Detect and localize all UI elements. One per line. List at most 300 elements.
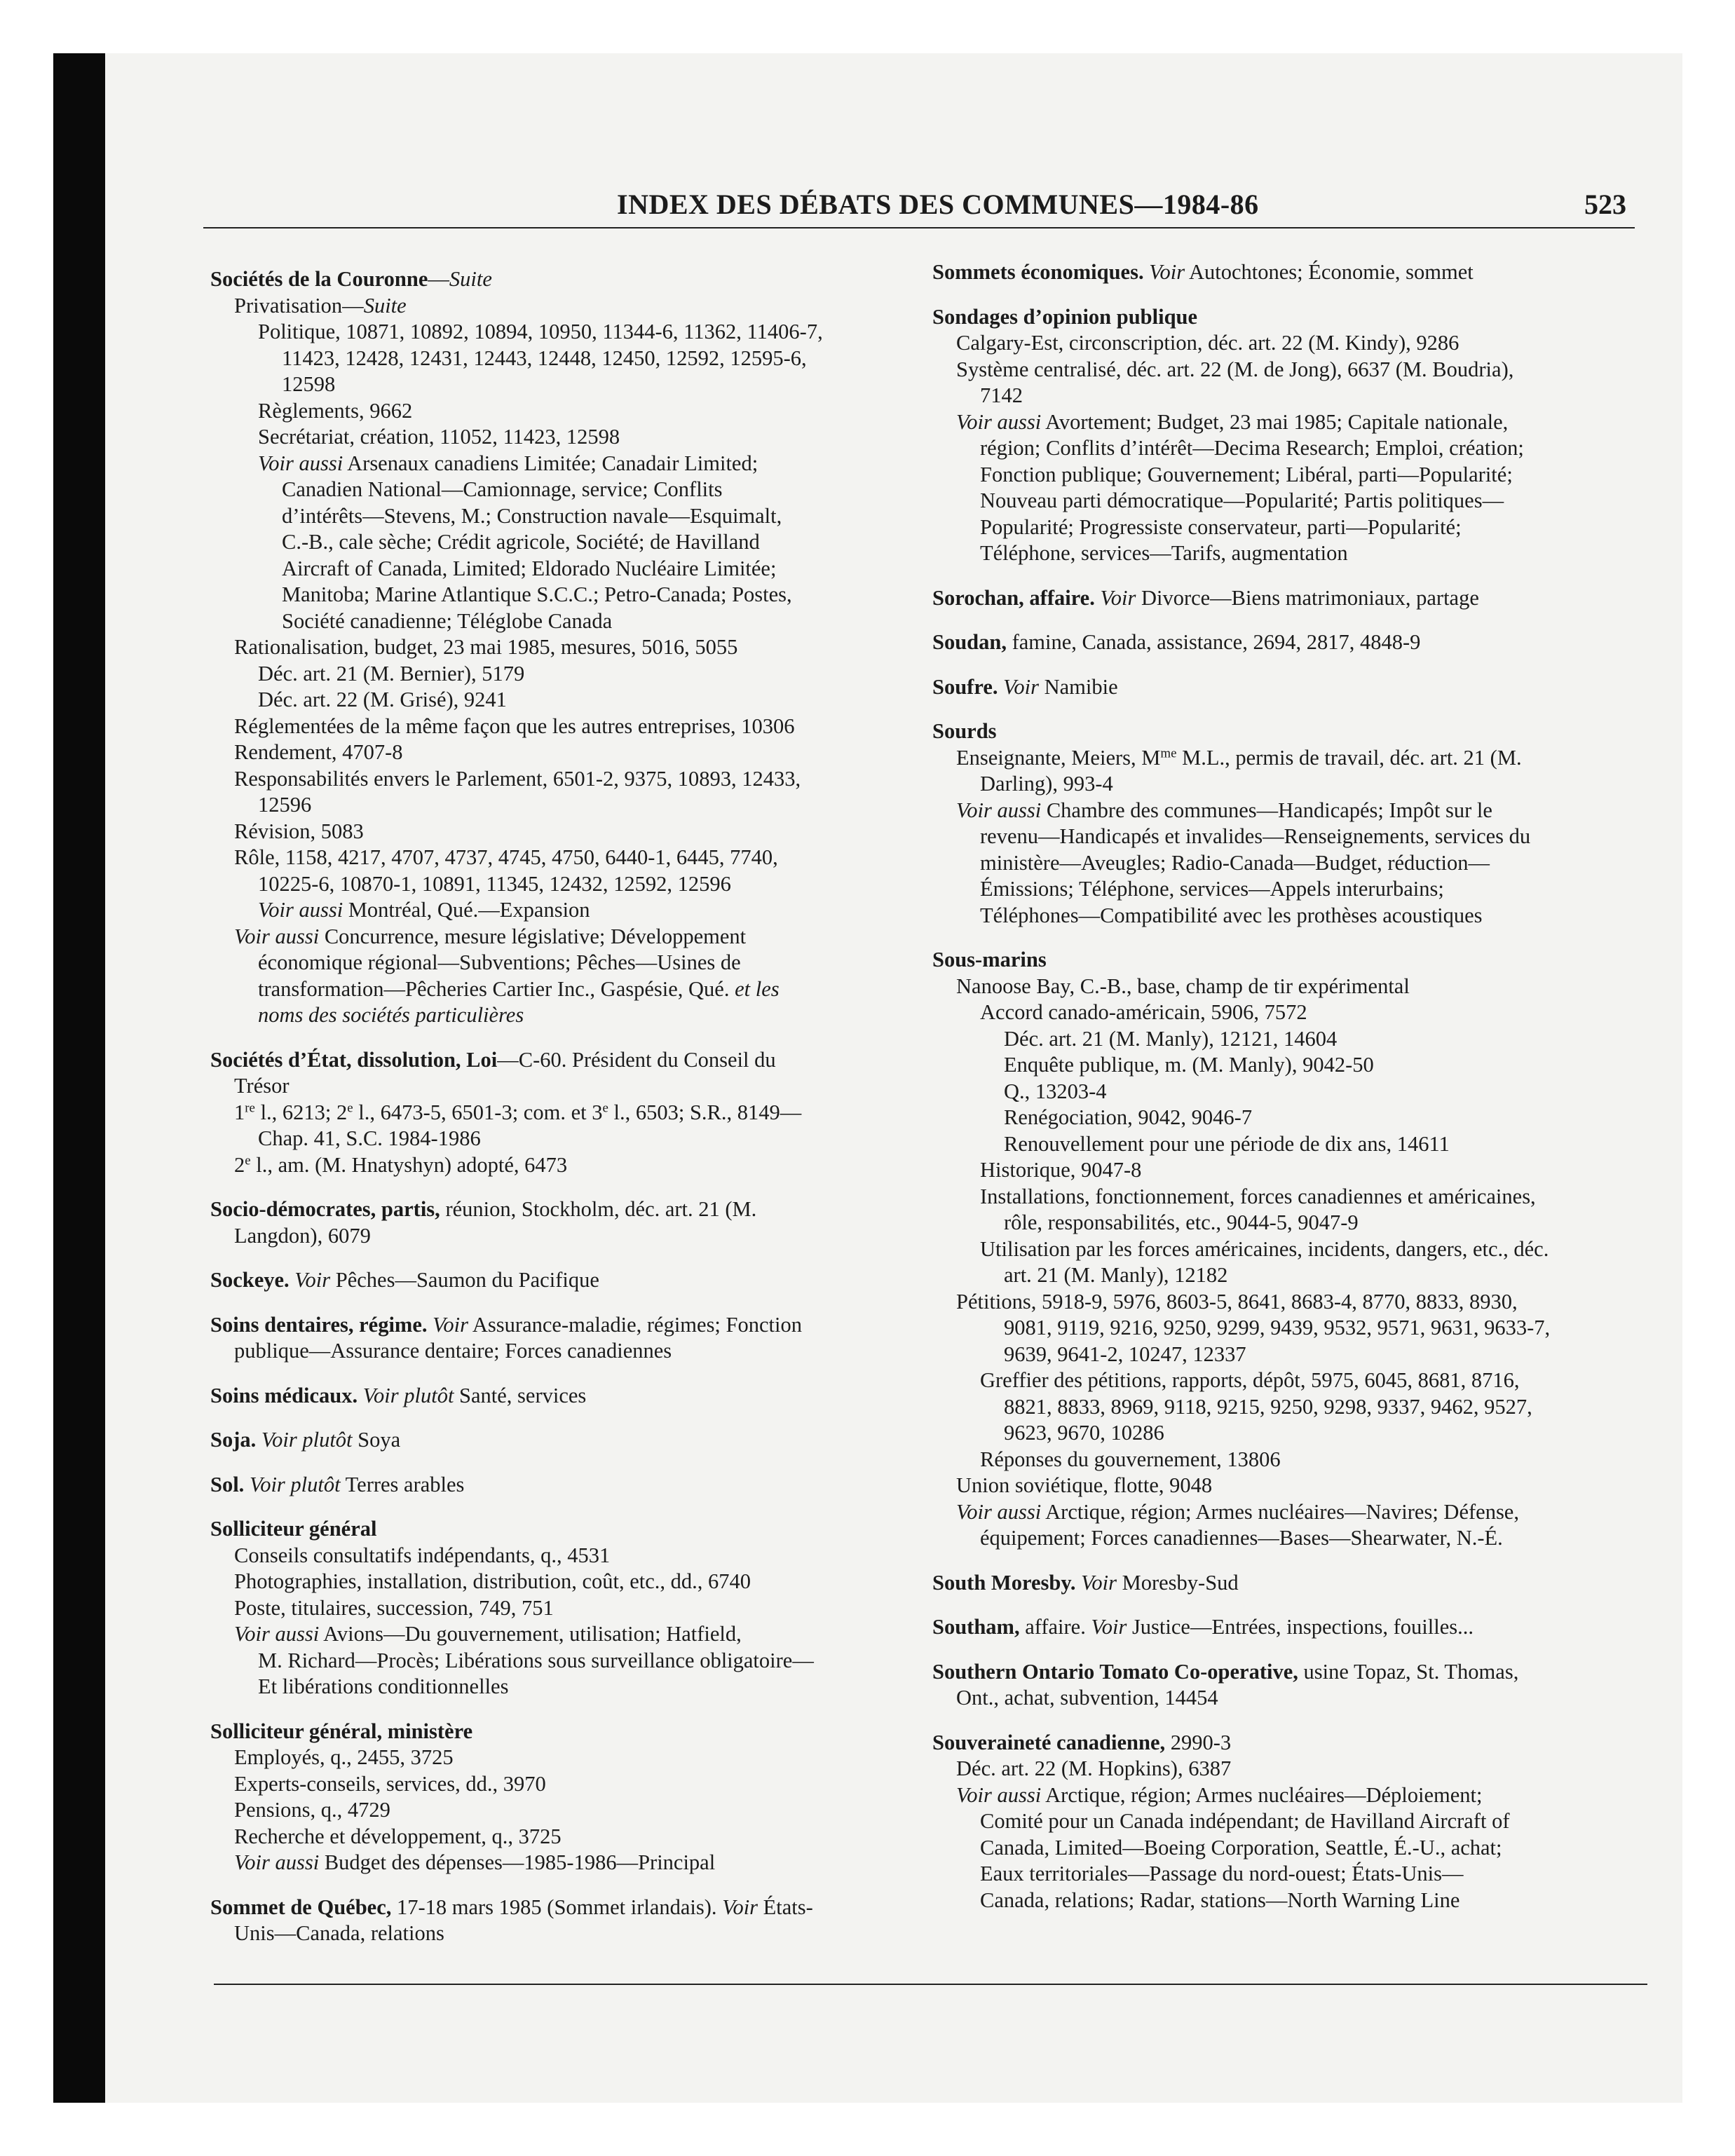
- entry-subline: [210, 1920, 911, 1947]
- entry-text: M.L., permis de travail, déc. art. 21 (M.: [1176, 745, 1522, 770]
- entry-term: Soins dentaires, régime.: [210, 1312, 428, 1337]
- index-entry: [932, 674, 1647, 701]
- entry-subline: [210, 1674, 911, 1700]
- entry-text: l., 6503; S.R., 8149—: [608, 1100, 802, 1124]
- entry-text: Historique, 9047-8: [980, 1158, 1142, 1182]
- entry-text: Moresby-Sud: [1116, 1570, 1239, 1595]
- entry-subline: [932, 1236, 1647, 1263]
- entry-subline: [932, 1473, 1647, 1499]
- cross-reference-label: Voir: [433, 1312, 468, 1337]
- entry-term: Sous-marins: [932, 948, 1047, 971]
- entry-subline: [210, 924, 911, 950]
- entry-subline: [932, 1079, 1647, 1105]
- entry-text: Photographies, installation, distribution, coût, etc., dd., 6740: [234, 1569, 751, 1593]
- index-entry: [932, 585, 1647, 612]
- entry-subline: [210, 950, 911, 976]
- entry-heading-line: [210, 1312, 911, 1339]
- cross-reference-label: Voir aussi: [234, 1622, 320, 1646]
- entry-text: Utilisation par les forces américaines, incidents, dangers, etc., déc.: [980, 1236, 1549, 1261]
- entry-text: Règlements, 9662: [258, 398, 413, 423]
- entry-term: Souveraineté canadienne,: [932, 1730, 1166, 1754]
- entry-text: Renouvellement pour une période de dix ans, 14611: [1004, 1131, 1450, 1156]
- entry-text: économique régional—Subventions; Pêches—Usines de: [258, 950, 741, 974]
- entry-text: 2990-3: [1165, 1730, 1232, 1754]
- entry-subline: [932, 1756, 1647, 1782]
- entry-subline: [210, 1850, 911, 1876]
- entry-text: Autochtones; Économie, sommet: [1185, 260, 1474, 284]
- entry-text: Pensions, q., 4729: [234, 1798, 390, 1822]
- footer-rule: [214, 1984, 1647, 1985]
- entry-subline: [932, 1131, 1647, 1158]
- cross-reference-label: Voir aussi: [956, 1782, 1042, 1807]
- entry-subline: [932, 462, 1647, 489]
- entry-text: 17-18 mars 1985 (Sommet irlandais).: [391, 1895, 723, 1919]
- index-entry: [210, 1383, 911, 1410]
- entry-heading-line: [210, 1516, 911, 1543]
- entry-subline: [932, 409, 1647, 436]
- page-title: INDEX DES DÉBATS DES COMMUNES—1984-86: [617, 189, 1259, 220]
- cross-reference-label: Voir aussi: [234, 1850, 320, 1874]
- entry-term: Southern Ontario Tomato Co-operative,: [932, 1659, 1298, 1684]
- entry-text: Montréal, Qué.—Expansion: [343, 898, 590, 922]
- entry-term: Solliciteur général, ministère: [210, 1719, 473, 1743]
- entry-text: Trésor: [234, 1074, 290, 1098]
- superscript: e: [347, 1100, 353, 1116]
- entry-text: Enquête publique, m. (M. Manly), 9042-50: [1004, 1053, 1374, 1077]
- entry-text: Déc. art. 21 (M. Bernier), 5179: [258, 661, 525, 685]
- entry-subline: [932, 1499, 1647, 1526]
- entry-text: C.-B., cale sèche; Crédit agricole, Société; de Havilland: [282, 530, 760, 554]
- entry-text: [428, 1313, 433, 1337]
- entry-subline: [210, 792, 911, 819]
- entry-text: 9081, 9119, 9216, 9250, 9299, 9439, 9532, 9571, 9631, 9633-7,: [1004, 1316, 1551, 1339]
- entry-subline: [932, 1525, 1647, 1552]
- cross-reference-label: Voir aussi: [956, 1499, 1042, 1524]
- entry-text: Enseignante, Meiers, M: [956, 745, 1161, 770]
- entry-text: Révision, 5083: [234, 819, 364, 843]
- entry-subline: [210, 1100, 911, 1126]
- entry-subline: [932, 1782, 1647, 1809]
- entry-text: Calgary-Est, circonscription, déc. art. 22 (M. Kindy), 9286: [956, 331, 1460, 355]
- entry-subline: [210, 1648, 911, 1674]
- entry-heading-line: [932, 674, 1647, 701]
- entry-text: Conseils consultatifs indépendants, q., 4531: [234, 1543, 611, 1567]
- entry-text: art. 21 (M. Manly), 12182: [1004, 1263, 1228, 1287]
- entry-text: [358, 1384, 363, 1407]
- entry-subline: [210, 1824, 911, 1850]
- entry-subline: [932, 903, 1647, 929]
- entry-text: l., 6213; 2: [254, 1100, 348, 1124]
- entry-heading-line: [210, 1427, 911, 1454]
- cross-reference-label: Voir: [1091, 1615, 1127, 1639]
- entry-subline: [932, 824, 1647, 850]
- index-entry: [932, 1659, 1647, 1712]
- page-number: 523: [1584, 189, 1626, 220]
- entry-heading-line: [932, 259, 1647, 286]
- index-entry: [210, 1895, 911, 1947]
- entry-subline: [932, 1861, 1647, 1888]
- cross-reference-label: Voir plutôt: [362, 1383, 454, 1407]
- entry-text: Manitoba; Marine Atlantique S.C.C.; Petro-Canada; Postes,: [282, 582, 792, 606]
- entry-text: publique—Assurance dentaire; Forces canadiennes: [234, 1339, 672, 1363]
- cross-reference-label: Voir plutôt: [261, 1428, 353, 1452]
- entry-text: 7142: [980, 383, 1023, 407]
- entry-subline: [932, 1367, 1647, 1394]
- entry-term: Socio-démocrates, partis,: [210, 1197, 440, 1221]
- index-entry: [932, 1614, 1647, 1641]
- entry-heading-line: [210, 1895, 911, 1921]
- entry-text: M. Richard—Procès; Libérations sous surveillance obligatoire—: [258, 1648, 814, 1672]
- index-entry: [210, 1267, 911, 1294]
- entry-text: 2: [234, 1152, 245, 1177]
- entry-text: Et libérations conditionnelles: [258, 1674, 509, 1698]
- entry-subline: [932, 1420, 1647, 1447]
- entry-text: —: [428, 267, 449, 291]
- entry-text: [998, 675, 1003, 699]
- entry-text: Chap. 41, S.C. 1984-1986: [258, 1126, 481, 1150]
- cross-reference-label: Voir aussi: [234, 924, 320, 948]
- entry-term: Sociétés de la Couronne: [210, 267, 428, 291]
- entry-heading-line: [210, 1383, 911, 1410]
- entry-text: Réglementées de la même façon que les autres entreprises, 10306: [234, 714, 795, 738]
- index-entry: [932, 947, 1647, 1552]
- entry-subline: [932, 771, 1647, 798]
- entry-subline: [210, 1745, 911, 1771]
- entry-subline: [932, 1262, 1647, 1289]
- entry-text: Greffier des pétitions, rapports, dépôt, 5975, 6045, 8681, 8716,: [980, 1368, 1520, 1392]
- cross-reference-label: Voir: [1149, 260, 1185, 284]
- entry-text: Renégociation, 9042, 9046-7: [1004, 1105, 1253, 1129]
- index-entry: [210, 1516, 911, 1700]
- entry-subline: [932, 1315, 1647, 1342]
- entry-subline: [210, 293, 911, 320]
- entry-text: d’intérêts—Stevens, M.; Construction navale—Esquimalt,: [282, 503, 782, 528]
- entry-subline: [932, 1105, 1647, 1131]
- entry-text: Avions—Du gouvernement, utilisation; Hatfield,: [319, 1622, 742, 1646]
- entry-term: Sociétés d’État, dissolution, Loi: [210, 1047, 498, 1072]
- entry-subline: [210, 871, 911, 898]
- entry-subline: [210, 398, 911, 425]
- entry-subline: [932, 540, 1647, 567]
- entry-text: Pétitions, 5918-9, 5976, 8603-5, 8641, 8683-4, 8770, 8833, 8930,: [956, 1289, 1518, 1314]
- entry-subline: [932, 1808, 1647, 1835]
- entry-subline: [210, 477, 911, 503]
- index-entry: [932, 1570, 1647, 1597]
- entry-text: Avortement; Budget, 23 mai 1985; Capitale nationale,: [1041, 409, 1509, 434]
- entry-text: Rôle, 1158, 4217, 4707, 4737, 4745, 4750, 6440-1, 6445, 7740,: [234, 845, 778, 869]
- entry-term: Sondages d’opinion publique: [932, 304, 1198, 329]
- entry-subline: [210, 897, 911, 924]
- entry-heading-line: [210, 1196, 911, 1223]
- entry-text: 9623, 9670, 10286: [1004, 1421, 1164, 1445]
- entry-text: Budget des dépenses—1985-1986—Principal: [319, 1850, 716, 1874]
- entry-text: États-: [758, 1895, 813, 1919]
- cross-reference-label: Voir: [1003, 674, 1039, 699]
- index-entry: [210, 1427, 911, 1454]
- entry-subline: [210, 739, 911, 766]
- entry-text: Q., 13203-4: [1004, 1079, 1107, 1103]
- entry-subline: [932, 798, 1647, 824]
- entry-text: Déc. art. 22 (M. Grisé), 9241: [258, 688, 507, 711]
- entry-text: Terres arables: [340, 1472, 465, 1496]
- entry-heading-line: [210, 1719, 911, 1745]
- cross-reference-label: Voir: [1081, 1570, 1117, 1595]
- entry-text: réunion, Stockholm, déc. art. 21 (M.: [440, 1197, 757, 1221]
- entry-text: Responsabilités envers le Parlement, 6501-2, 9375, 10893, 12433,: [234, 766, 801, 791]
- entry-subline: [210, 687, 911, 714]
- entry-heading-line: [932, 1614, 1647, 1641]
- entry-term: Southam,: [932, 1615, 1020, 1639]
- entry-heading-line: [932, 1570, 1647, 1597]
- entry-heading-line: [932, 1730, 1647, 1756]
- entry-text: région; Conflits d’intérêt—Decima Research; Emploi, création;: [980, 436, 1524, 460]
- index-entry: [932, 259, 1647, 286]
- superscript: e: [602, 1100, 608, 1116]
- entry-subline: [210, 1002, 911, 1029]
- entry-text: revenu—Handicapés et invalides—Renseignements, services du: [980, 824, 1531, 848]
- cross-reference-label: Voir: [1100, 585, 1136, 610]
- entry-subline: [932, 876, 1647, 903]
- entry-heading-line: [932, 629, 1647, 656]
- entry-subline: [932, 974, 1647, 1000]
- entry-subline: [932, 1342, 1647, 1368]
- entry-subline: [210, 451, 911, 477]
- entry-subline: [932, 1835, 1647, 1862]
- entry-subline: [932, 999, 1647, 1026]
- entry-text: Santé, services: [454, 1383, 587, 1407]
- entry-text: Déc. art. 22 (M. Hopkins), 6387: [956, 1756, 1232, 1780]
- entry-subline: [932, 1888, 1647, 1914]
- entry-subline: [210, 766, 911, 793]
- entry-subline: [932, 1289, 1647, 1316]
- entry-term: Sourds: [932, 719, 997, 743]
- entry-text: l., 6473-5, 6501-3; com. et 3: [353, 1100, 603, 1124]
- entry-text: Soya: [352, 1428, 401, 1452]
- entry-heading-line: [210, 1472, 911, 1499]
- entry-subline: [210, 714, 911, 740]
- entry-text: Aircraft of Canada, Limited; Eldorado Nucléaire Limitée;: [282, 556, 777, 580]
- entry-text: Privatisation—: [234, 293, 364, 318]
- entry-text: Nouveau parti démocratique—Popularité; Partis politiques—: [980, 489, 1504, 512]
- index-entry: [210, 1047, 911, 1179]
- entry-text: Installations, fonctionnement, forces canadiennes et américaines,: [980, 1184, 1536, 1208]
- entry-text: Arctique, région; Armes nucléaires—Déploiement;: [1041, 1782, 1483, 1807]
- entry-text: usine Topaz, St. Thomas,: [1298, 1659, 1519, 1684]
- entry-text: Employés, q., 2455, 3725: [234, 1745, 454, 1769]
- header-rule: [203, 227, 1635, 228]
- entry-text: 11423, 12428, 12431, 12443, 12448, 12450, 12592, 12595-6,: [282, 346, 807, 370]
- entry-subline: [210, 529, 911, 556]
- index-entry: [210, 1196, 911, 1249]
- entry-subline: [210, 634, 911, 661]
- entry-subline: [932, 745, 1647, 772]
- entry-text: rôle, responsabilités, etc., 9044-5, 9047-9: [1004, 1210, 1359, 1234]
- superscript: me: [1160, 746, 1177, 761]
- entry-subline: [932, 1157, 1647, 1184]
- entry-subline: [932, 1184, 1647, 1210]
- entry-text: 8821, 8833, 8969, 9118, 9215, 9250, 9298, 9337, 9462, 9527,: [1004, 1394, 1532, 1419]
- entry-subline: [210, 503, 911, 530]
- entry-term: Soins médicaux.: [210, 1383, 358, 1407]
- entry-text: Déc. art. 21 (M. Manly), 12121, 14604: [1004, 1026, 1338, 1051]
- entry-text: Divorce—Biens matrimoniaux, partage: [1136, 585, 1479, 610]
- cross-reference-label: noms des sociétés particulières: [258, 1003, 524, 1027]
- cross-reference-label: Voir plutôt: [249, 1472, 341, 1496]
- entry-text: Rationalisation, budget, 23 mai 1985, mesures, 5016, 5055: [234, 635, 738, 659]
- entry-text: [1076, 1571, 1082, 1595]
- entry-text: Langdon), 6079: [234, 1223, 371, 1248]
- index-column-left: [210, 266, 911, 1947]
- entry-subline: [932, 1447, 1647, 1473]
- index-entry: [210, 1312, 911, 1365]
- entry-term: Sockeye.: [210, 1268, 290, 1292]
- entry-term: Solliciteur général: [210, 1517, 377, 1541]
- entry-subline: [932, 1685, 1647, 1712]
- cross-reference-label: Voir aussi: [258, 898, 343, 922]
- entry-text: équipement; Forces canadiennes—Bases—Shearwater, N.-É.: [980, 1526, 1503, 1550]
- entry-text: 10225-6, 10870-1, 10891, 11345, 12432, 12592, 12596: [258, 871, 731, 896]
- entry-text: Fonction publique; Gouvernement; Libéral, parti—Popularité;: [980, 462, 1513, 486]
- entry-subline: [210, 346, 911, 372]
- entry-text: 9639, 9641-2, 10247, 12337: [1004, 1342, 1246, 1366]
- entry-text: Unis—Canada, relations: [234, 1921, 444, 1945]
- entry-subline: [210, 424, 911, 451]
- entry-subline: [210, 1569, 911, 1595]
- entry-subline: [210, 1152, 911, 1179]
- entry-text: Canada, relations; Radar, stations—North Warning Line: [980, 1888, 1460, 1912]
- entry-text: Émissions; Téléphone, services—Appels interurbains;: [980, 877, 1444, 901]
- entry-text: Téléphones—Compatibilité avec les prothèses acoustiques: [980, 903, 1483, 927]
- entry-subline: [210, 1073, 911, 1100]
- entry-text: Canada, Limited—Boeing Corporation, Seattle, É.-U., achat;: [980, 1835, 1502, 1860]
- entry-text: Recherche et développement, q., 3725: [234, 1824, 562, 1848]
- entry-text: Experts-conseils, services, dd., 3970: [234, 1771, 546, 1796]
- entry-term: Sorochan, affaire.: [932, 585, 1095, 610]
- entry-text: Réponses du gouvernement, 13806: [980, 1447, 1281, 1471]
- entry-subline: [932, 850, 1647, 877]
- index-entry: [210, 1719, 911, 1876]
- entry-heading-line: [932, 304, 1647, 331]
- entry-subline: [932, 435, 1647, 462]
- entry-subline: [210, 1595, 911, 1622]
- entry-text: Chambre des communes—Handicapés; Impôt sur le: [1041, 798, 1492, 822]
- entry-term: Soja.: [210, 1428, 257, 1452]
- entry-subline: [210, 819, 911, 845]
- entry-text: Secrétariat, création, 11052, 11423, 12598: [258, 425, 620, 449]
- entry-text: Justice—Entrées, inspections, fouilles...: [1127, 1615, 1474, 1639]
- entry-subline: [210, 608, 911, 635]
- entry-text: Société canadienne; Téléglobe Canada: [282, 608, 613, 633]
- entry-heading-line: [932, 718, 1647, 745]
- entry-subline: [210, 1126, 911, 1152]
- entry-subline: [210, 319, 911, 346]
- entry-heading-line: [210, 1047, 911, 1074]
- entry-subline: [210, 582, 911, 608]
- entry-subline: [932, 330, 1647, 357]
- entry-subline: [210, 1338, 911, 1365]
- cross-reference-label: Voir aussi: [956, 409, 1042, 434]
- entry-text: Canadien National—Camionnage, service; Conflits: [282, 477, 723, 501]
- entry-text: Pêches—Saumon du Pacifique: [330, 1268, 599, 1292]
- entry-subline: [932, 1210, 1647, 1236]
- entry-subline: [932, 1052, 1647, 1079]
- entry-text: Arctique, région; Armes nucléaires—Navires; Défense,: [1041, 1499, 1519, 1524]
- entry-text: [256, 1428, 261, 1452]
- index-entry: [932, 718, 1647, 929]
- entry-term: Sommets économiques.: [932, 260, 1144, 284]
- entry-heading-line: [210, 266, 911, 293]
- index-entry: [932, 629, 1647, 656]
- entry-term: Soudan,: [932, 630, 1007, 654]
- index-column-right: [932, 259, 1647, 1913]
- entry-text: Darling), 993-4: [980, 772, 1113, 796]
- entry-subline: [932, 383, 1647, 409]
- entry-text: Namibie: [1038, 674, 1118, 699]
- entry-heading-line: [210, 1267, 911, 1294]
- cross-reference-label: Voir aussi: [956, 798, 1042, 822]
- entry-subline: [210, 1771, 911, 1798]
- entry-subline: [210, 556, 911, 582]
- entry-text: Accord canado-américain, 5906, 7572: [980, 1000, 1307, 1024]
- entry-text: 12596: [258, 793, 312, 817]
- index-entry: [210, 266, 911, 1029]
- entry-text: l., am. (M. Hnatyshyn) adopté, 6473: [250, 1152, 568, 1177]
- scan-border: [53, 53, 105, 2103]
- entry-subline: [932, 1026, 1647, 1053]
- entry-text: 1: [234, 1100, 245, 1124]
- cross-reference-label: et les: [735, 976, 780, 1001]
- entry-text: Comité pour un Canada indépendant; de Havilland Aircraft of: [980, 1809, 1510, 1833]
- entry-text: —C-60. Président du Conseil du: [497, 1047, 776, 1072]
- entry-subline: [210, 661, 911, 688]
- entry-text: Poste, titulaires, succession, 749, 751: [234, 1595, 554, 1620]
- entry-text: Téléphone, services—Tarifs, augmentation: [980, 541, 1348, 565]
- entry-text: Arsenaux canadiens Limitée; Canadair Limited;: [343, 451, 758, 475]
- entry-text: Popularité; Progressiste conservateur, parti—Popularité;: [980, 514, 1462, 539]
- index-entry: [932, 1730, 1647, 1914]
- running-head: [203, 188, 1626, 230]
- entry-text: Assurance-maladie, régimes; Fonction: [468, 1312, 802, 1337]
- entry-subline: [932, 514, 1647, 541]
- entry-term: Sol.: [210, 1472, 245, 1496]
- entry-text: Nanoose Bay, C.-B., base, champ de tir expérimental: [956, 974, 1410, 998]
- entry-term: South Moresby.: [932, 1570, 1076, 1595]
- superscript: e: [245, 1153, 251, 1168]
- cross-reference-label: Voir: [294, 1268, 331, 1292]
- cross-reference-label: Voir: [722, 1895, 758, 1919]
- cross-reference-label: Suite: [449, 267, 492, 291]
- entry-subline: [210, 845, 911, 871]
- entry-text: ministère—Aveugles; Radio-Canada—Budget, réduction—: [980, 850, 1490, 875]
- entry-text: [244, 1473, 250, 1496]
- entry-text: Rendement, 4707-8: [234, 740, 403, 764]
- entry-term: Soufre.: [932, 674, 998, 699]
- entry-heading-line: [932, 1659, 1647, 1686]
- entry-subline: [210, 1797, 911, 1824]
- entry-term: Sommet de Québec,: [210, 1895, 392, 1919]
- entry-text: famine, Canada, assistance, 2694, 2817, 4848-9: [1006, 630, 1421, 654]
- entry-heading-line: [932, 947, 1647, 974]
- entry-subline: [932, 1394, 1647, 1421]
- entry-subline: [932, 357, 1647, 383]
- entry-text: Concurrence, mesure législative; Développement: [319, 924, 747, 948]
- entry-subline: [210, 1223, 911, 1250]
- entry-heading-line: [932, 585, 1647, 612]
- index-entry: [932, 304, 1647, 567]
- entry-subline: [932, 488, 1647, 514]
- entry-text: 12598: [282, 372, 336, 396]
- entry-text: transformation—Pêcheries Cartier Inc., Gaspésie, Qué.: [258, 976, 735, 1001]
